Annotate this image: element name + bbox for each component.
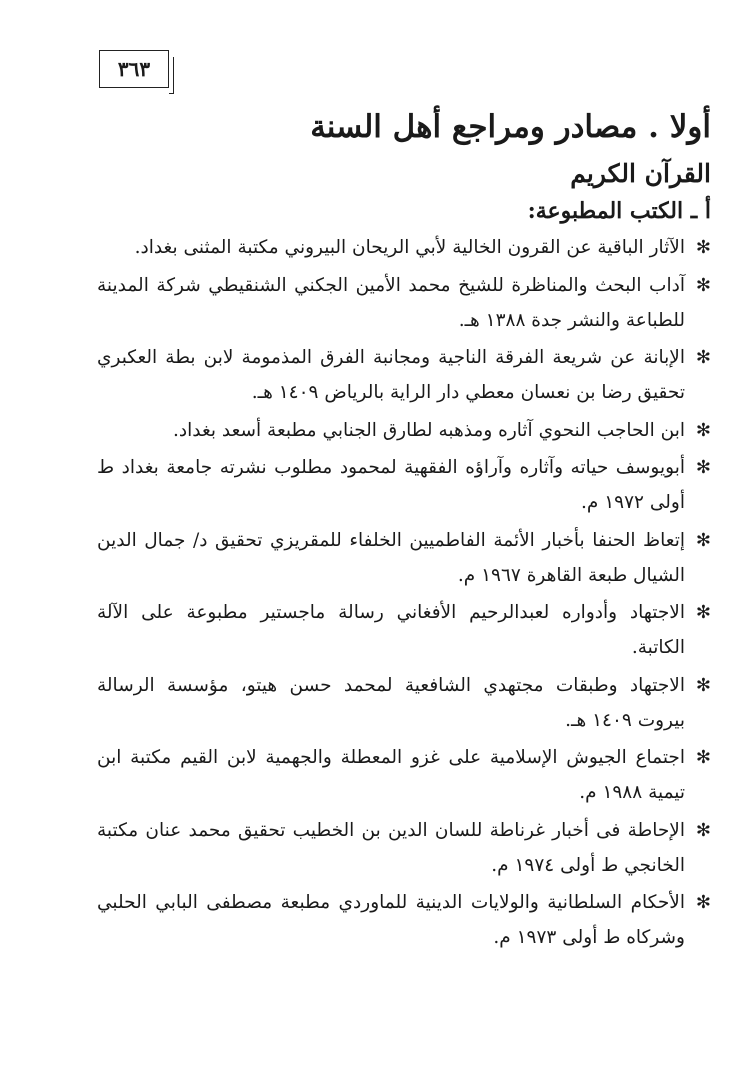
bibliography-entry — [97, 230, 711, 265]
asterisk-bullet-icon: ✻ — [695, 529, 711, 551]
entry-text: الأحكام السلطانية والولايات الدينية للماوردي مطبعة مصطفى البابي الحلبي وشركاه ط أولى ١٩٧٣ م. — [97, 892, 685, 948]
asterisk-bullet-icon: ✻ — [695, 347, 711, 368]
entry-text: أبويوسف حياته وآثاره وآراؤه الفقهية لمحمود مطلوب نشرته جامعة بغداد ط أولى ١٩٧٢ م. — [97, 457, 685, 513]
page-number-box — [99, 50, 169, 88]
entry-text: الإحاطة فى أخبار غرناطة للسان الدين بن الخطيب تحقيق محمد عنان مكتبة الخانجي ط أولى ١٩٧٤ م. — [97, 819, 685, 876]
bibliography-entry — [97, 523, 711, 593]
asterisk-bullet-icon: ✻ — [695, 419, 711, 441]
bibliography-entry — [97, 813, 711, 883]
asterisk-bullet-icon: ✻ — [695, 457, 711, 478]
entry-text: اجتماع الجيوش الإسلامية على غزو المعطلة والجهمية لابن القيم مكتبة ابن تيمية ١٩٨٨ م. — [97, 747, 685, 803]
main-heading: أولا . مصادر ومراجع أهل السنة — [310, 109, 711, 145]
bibliography-entry — [97, 268, 711, 338]
asterisk-bullet-icon: ✻ — [695, 674, 711, 696]
entry-text: الاجتهاد وأدواره لعبدالرحيم الأفغاني رسالة ماجستير مطبوعة على الآلة الكاتبة. — [97, 602, 685, 658]
bibliography-entry — [97, 740, 711, 810]
asterisk-bullet-icon: ✻ — [695, 892, 711, 913]
bibliography-entry — [97, 413, 711, 448]
entry-text: الإبانة عن شريعة الفرقة الناجية ومجانبة الفرق المذمومة لابن بطة العكبري تحقيق رضا بن نعسان معطي دار الراية بالرياض ١٤٠٩ هـ. — [97, 347, 685, 403]
sub-heading: القرآن الكريم — [570, 159, 711, 188]
section-heading: أ ـ الكتب المطبوعة: — [527, 198, 711, 224]
asterisk-bullet-icon: ✻ — [695, 602, 711, 623]
bibliography-entry — [97, 668, 711, 738]
bibliography-entry — [97, 885, 711, 955]
bibliography-entry — [97, 340, 711, 410]
bibliography-entry — [97, 595, 711, 665]
bibliography-list — [97, 230, 711, 955]
bibliography-entry — [97, 450, 711, 520]
entry-text: إتعاظ الحنفا بأخبار الأئمة الفاطميين الخلفاء للمقريزي تحقيق د/ جمال الدين الشيال طبعة القاهرة ١٩٦٧ م. — [97, 529, 685, 586]
asterisk-bullet-icon: ✻ — [695, 747, 711, 768]
entry-text: آداب البحث والمناظرة للشيخ محمد الأمين الجكني الشنقيطي شركة المدينة للطباعة والنشر جدة ١٣٨٨ هـ. — [97, 274, 685, 331]
asterisk-bullet-icon: ✻ — [695, 237, 711, 258]
page-number: ٣٦٣ — [117, 57, 151, 81]
entry-text: الآثار الباقية عن القرون الخالية لأبي الريحان البيروني مكتبة المثنى بغداد. — [134, 237, 685, 258]
entry-text: الاجتهاد وطبقات مجتهدي الشافعية لمحمد حسن هيتو، مؤسسة الرسالة بيروت ١٤٠٩ هـ. — [97, 674, 685, 731]
asterisk-bullet-icon: ✻ — [695, 819, 711, 841]
asterisk-bullet-icon: ✻ — [695, 274, 711, 296]
page-content — [97, 100, 711, 958]
entry-text: ابن الحاجب النحوي آثاره ومذهبه لطارق الجنابي مطبعة أسعد بغداد. — [172, 419, 685, 441]
